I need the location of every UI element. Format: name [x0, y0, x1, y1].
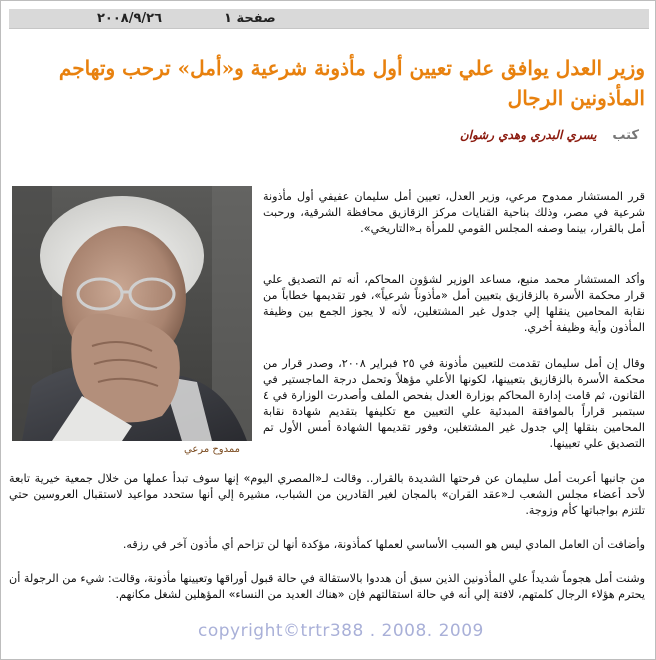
byline-authors: يسري البدري وهدي رشوان [459, 128, 597, 142]
copyright-watermark: copyright©trtr388 . 2008. 2009 [198, 621, 484, 641]
article-paragraph: وأضافت أن العامل المادي ليس هو السبب الأساسي لعملها كمأذونة، مؤكدة أنها لن تزاحم أي مأذون آخر في رزقه. [122, 538, 645, 551]
article-paragraph: وقال إن أمل سليمان تقدمت للتعيين مأذونة في ٢٥ فبراير ٢٠٠٨، وصدر قرار من محكمة الأسرة بالزقازيق بتعيينها، لكونها الأعلي مؤهلاً وتحمل درجة الماجستير في القانون، ثم قامت إدارة المحاكم بوزارة العدل بفحص الملف وأصدرت الوزارة في ٤ سبتمبر قراراً بالموافقة المبدئية علي التعيين مع تكليفها بتقديم شهادة نقابة المحامين بنقلها إلي جدول غير المشتغلين، وفور تقديمها الشهادة أمس الأول تم التصديق علي تعيينها. [263, 357, 646, 450]
article-paragraph: وشنت أمل هجوماً شديداً علي المأذونين الذين سبق أن هددوا بالاستقالة في حالة قبول أوراقها وتعيينها مأذونة، وقالت: شيء من الرجولة أن يحترم هؤلاء الرجال كلمتهم، لافتة إلي أنه في حالة استقالتهم فإن «هناك العديد من النساء» المؤهلين لشغل مكانهم. [9, 572, 645, 601]
page-number: صفحة ١ [224, 11, 276, 26]
byline [460, 128, 639, 143]
publication-date: ٢٠٠٨/٩/٢٦ [97, 11, 163, 26]
article-photo [12, 186, 252, 441]
page-header-bar [9, 9, 649, 29]
article-paragraph: قرر المستشار ممدوح مرعي، وزير العدل، تعيين أمل سليمان عفيفي أول مأذونة شرعية في مصر، وذلك بناحية القنايات مركز الزقازيق محافظة الشرقية، ورحبت أمل بالقرار، بينما وصفه المجلس القومي للمرأة بـ«التاريخي». [263, 190, 645, 235]
portrait-illustration [12, 186, 252, 441]
article-paragraph: وأكد المستشار محمد منيع، مساعد الوزير لشؤون المحاكم، أنه تم التصديق علي قرار محكمة الأسرة بالزقازيق بتعيين أمل «مأذوناً شرعياً»، فور تقديمها خطاباً من نقابة المحامين ينقلها إلي جدول غير المشتغلين، لأنه لا يجوز الجمع بين وظيفة المأذون وأية وظيفة أخري. [263, 273, 645, 334]
byline-label: كتب [612, 128, 639, 143]
article-paragraph: من جانبها أعربت أمل سليمان عن فرحتها الشديدة بالقرار.. وقالت لـ«المصري اليوم» إنها سوف تبدأ عملها من خلال جمعية خيرية تابعة لأحد أعضاء مجلس الشعب لـ«عقد القران» بالمجان لغير القادرين من الشباب، مشيرة إلي أنها ستحدد مواعيد لاستقبال العروسين حتي تلتزم بواجباتها كأم وزوجة. [9, 472, 645, 517]
article-headline: وزير العدل يوافق علي تعيين أول مأذونة شرعية و«أمل» ترحب وتهاجم المأذونين الرجال [58, 56, 645, 110]
photo-caption: ممدوح مرعي [184, 444, 241, 455]
